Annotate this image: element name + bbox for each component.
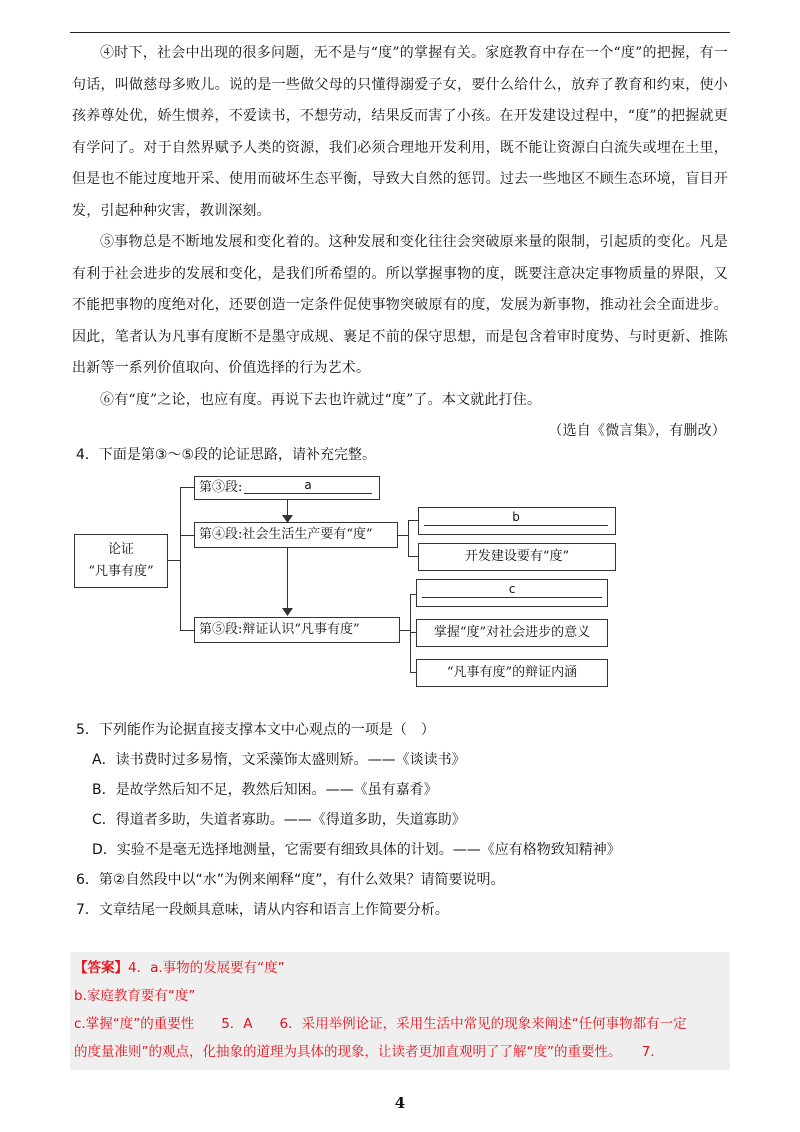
answer-label: 【答案】: [74, 960, 128, 976]
page-number: 4: [394, 1094, 406, 1112]
answer-line-4: 的度量准则”的观点，化抽象的道理为具体的现象，让读者更加直观明了了解“度”的重要性。 7．: [74, 1044, 664, 1060]
blank-a: a: [244, 479, 372, 494]
connector: [408, 520, 409, 556]
diagram-para4-box: 第④段:社会生活生产要有“度”: [194, 522, 398, 548]
diagram-dev-box: 开发建设要有“度”: [418, 543, 616, 571]
connector: [408, 520, 418, 521]
diagram-root-line2: “凡事有度”: [88, 564, 154, 579]
arrow-down-icon: [282, 608, 294, 617]
diagram-root-line1: 论证: [107, 542, 134, 557]
answer-line-2: b.家庭教育要有“度”: [74, 988, 196, 1004]
paragraph-5: ⑤事物总是不断地发展和变化着的。这种发展和变化往往会突破原来量的限制，引起质的变化。凡是有利于社会进步的发展和变化，是我们所希望的。所以掌握事物的度，既要注意决定事物质量的界限，又不能把事物的度绝对化，还要创造一定条件促使事物突破原有的度，发展为新事物，推动社会全面进步。因此，笔者认为凡事有度断不是墨守成规、裹足不前的保守思想，而是包含着审时度势、与时更新、推陈出新等一系列价值取向、价值选择的行为艺术。: [72, 234, 728, 376]
diagram-para5-box: 第⑤段:辩证认识“凡事有度”: [194, 617, 400, 643]
header-rule: [70, 32, 730, 33]
passage-source: （选自《微言集》，有删改）: [548, 423, 726, 439]
question-5: 5．下列能作为论据直接支撑本文中心观点的一项是（ ）: [76, 722, 435, 738]
option-c: C．得道者多助，失道者寡助。——《得道多助，失道寡助》: [92, 812, 466, 828]
option-b: B．是故学然后知不足，教然后知困。——《虽有嘉肴》: [92, 782, 438, 798]
option-d: D．实验不是毫无选择地测量，它需要有细致具体的计划。——《应有格物致知精神》: [92, 842, 621, 858]
arrow-line: [287, 548, 288, 610]
answer-line-1: 【答案】4．a.事物的发展要有“度”: [74, 960, 285, 976]
connector: [400, 630, 410, 631]
answer-line-3: c.掌握“度”的重要性 5．A 6．采用举例论证，采用生活中常见的现象来阐述“任何事物都有一定: [74, 1016, 687, 1032]
diagram-root-box: [74, 534, 168, 588]
diagram-dialectic-box: “凡事有度”的辩证内涵: [416, 659, 608, 687]
connector: [180, 487, 194, 488]
paragraph-6: ⑥有“度”之论，也应有度。再说下去也许就过“度”了。本文就此打住。: [100, 391, 542, 408]
question-4: 4．下面是第③～⑤段的论证思路，请补充完整。: [76, 447, 377, 463]
connector: [408, 556, 418, 557]
question-7: 7．文章结尾一段颇具意味，请从内容和语言上作简要分析。: [76, 902, 449, 918]
connector: [168, 560, 180, 561]
blank-b: b: [424, 511, 608, 526]
connector: [398, 535, 408, 536]
diagram-grasp-box: 掌握“度”对社会进步的意义: [416, 619, 608, 647]
question-6: 6．第②自然段中以“水”为例来阐释“度”，有什么效果？请简要说明。: [76, 872, 505, 888]
connector: [180, 487, 181, 630]
paragraph-4: ④时下，社会中出现的很多问题，无不是与“度”的掌握有关。家庭教育中存在一个“度”的把握，有一句话，叫做慈母多败儿。说的是一些做父母的只懂得溺爱子女，要什么给什么，放弃了教育和约束，使小孩养尊处优，娇生惯养，不爱读书，不想劳动，结果反而害了小孩。在开发建设过程中，“度”的把握就更有学问了。对于自然界赋予人类的资源，我们必须合理地开发利用，既不能让资源白白流失或埋在土里，但是也不能过度地开采、使用而破坏生态平衡，导致大自然的惩罚。过去一些地区不顾生态环境，盲目开发，引起种种灾害，教训深刻。: [72, 45, 728, 219]
connector: [180, 630, 194, 631]
connector: [180, 535, 194, 536]
diagram-para3-label: 第③段:: [199, 480, 243, 495]
blank-c: c: [422, 583, 602, 598]
answer-block: [70, 952, 730, 1070]
option-a: A．读书费时过多易惰，文采藻饰太盛则矫。——《谈读书》: [92, 752, 466, 768]
passage: [72, 38, 728, 448]
